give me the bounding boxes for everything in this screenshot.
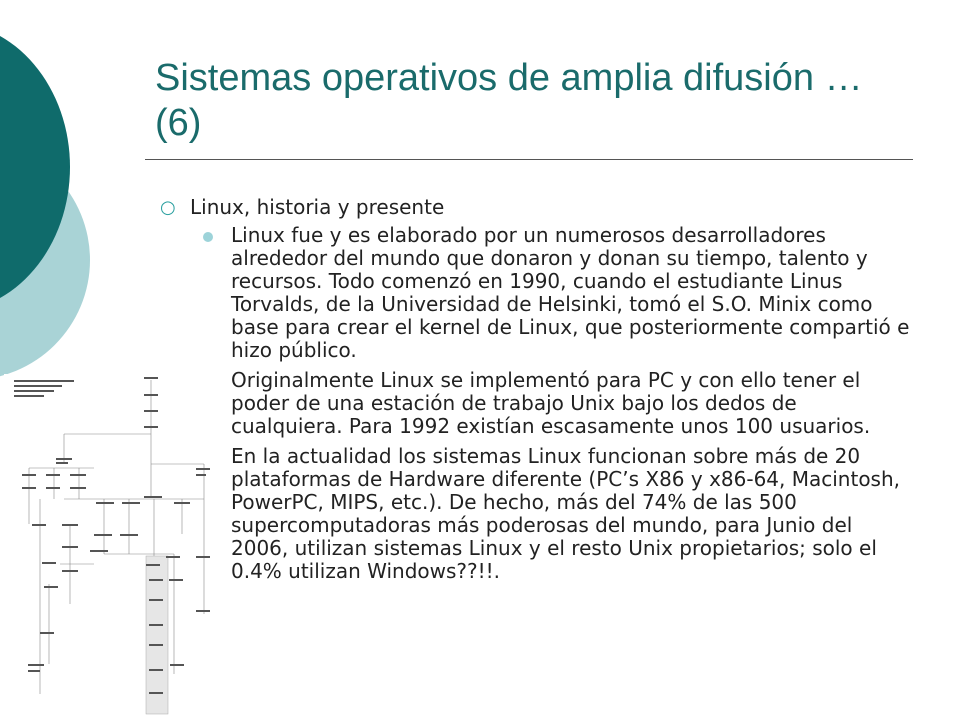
- slide-title: Sistemas operativos de amplia difusión … (6): [155, 57, 863, 144]
- bullet-text: Linux fue y es elaborado por un numerosos desarrolladores alrededor del mundo que donaron y donan su tiempo, talento y recursos. Todo comenzó en 1990, cuando el estudiante Linus Torvalds, de la Universidad de Helsinki, tomó el S.O. Minix como base para crear el kernel de Linux, que posteriormente compartió e hizo público.: [231, 223, 910, 362]
- ring-bullet-icon: ○: [160, 197, 176, 218]
- heading-item: [160, 194, 910, 220]
- bullet-item: [203, 369, 910, 438]
- slide-content: [160, 194, 910, 590]
- bullet-text: Originalmente Linux se implementó para PC y con ello tener el poder de una estación de trabajo Unix bajo los dedos de cualquiera. Para 1992 existían escasamente unos 100 usuarios.: [231, 368, 871, 438]
- bullet-item: [203, 224, 910, 362]
- heading-text: Linux, historia y presente: [190, 195, 445, 219]
- bullet-text: En la actualidad los sistemas Linux funcionan sobre más de 20 plataformas de Hardware diferente (PC’s X86 y x86-64, Macintosh, PowerPC, MIPS, etc.). De hecho, más del 74% de las 500 supercomputadoras más poderosas del mundo, para Junio del 2006, utilizan sistemas Linux y el resto Unix propietarios; solo el 0.4% utilizan Windows??!!.: [231, 444, 901, 583]
- unix-genealogy-diagram-image: [4, 374, 214, 718]
- title-divider: [145, 159, 913, 160]
- dot-bullet-icon: [203, 232, 213, 242]
- bullet-item: [203, 445, 910, 583]
